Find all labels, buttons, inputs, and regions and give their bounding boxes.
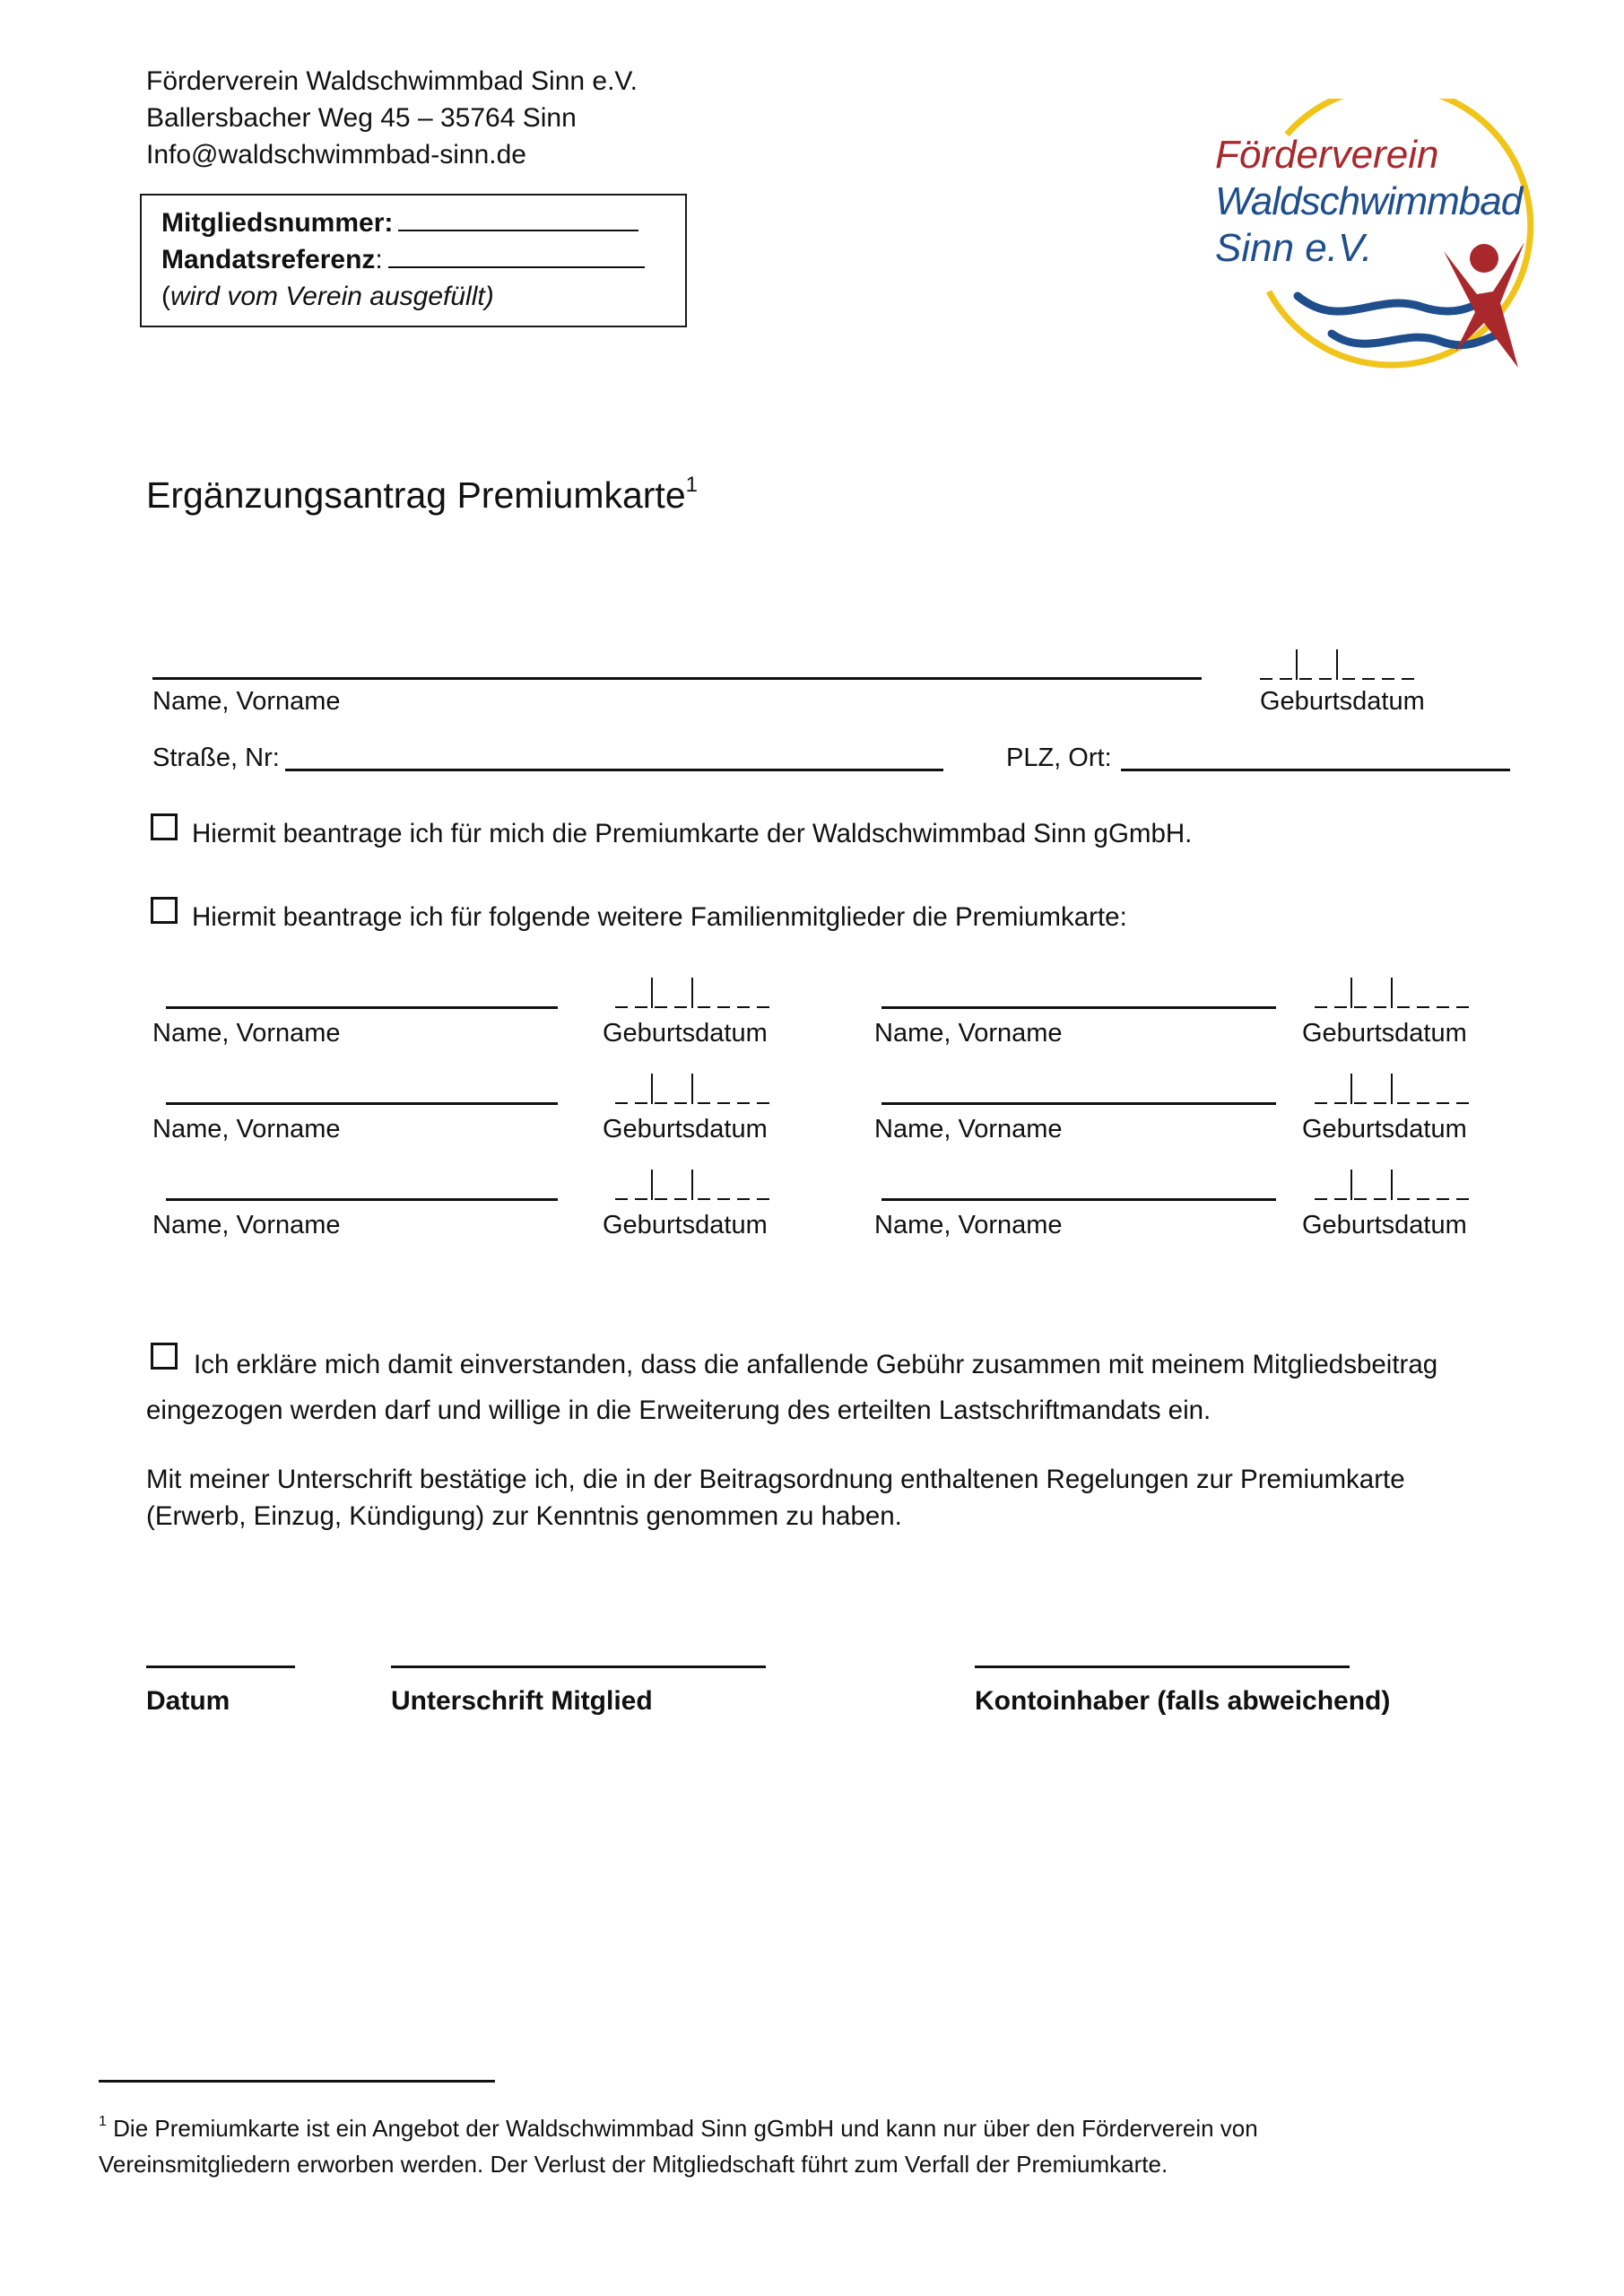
date-digit-slot: [674, 1102, 687, 1104]
date-digit-slot: [698, 1198, 710, 1200]
date-digit-slot: [1315, 1102, 1327, 1104]
street-label: Straße, Nr:: [152, 744, 280, 772]
page-title-text: Ergänzungsantrag Premiumkarte: [146, 474, 686, 516]
date-digit-slot: [757, 1102, 769, 1104]
date-separator: [651, 978, 653, 1008]
date-digit-slot: [655, 1102, 667, 1104]
date-digit-slot: [1456, 1102, 1469, 1104]
family-member-birthdate-field[interactable]: [615, 970, 826, 1008]
street-field[interactable]: [285, 769, 943, 771]
date-separator: [691, 1170, 693, 1200]
consent-text-line2: eingezogen werden darf und willige in die Erweiterung des erteilten Lastschriftmandats ein.: [146, 1396, 1211, 1425]
family-member-birthdate-field[interactable]: [1315, 970, 1525, 1008]
date-digit-slot: [635, 1102, 647, 1104]
date-separator: [691, 978, 693, 1008]
family-member-name-field[interactable]: [166, 1006, 558, 1009]
family-option-label: Hiermit beantrage ich für folgende weitere Familienmitglieder die Premiumkarte:: [192, 902, 1127, 932]
footnote-text-line1: Die Premiumkarte ist ein Angebot der Waldschwimmbad Sinn gGmbH und kann nur über den Förderverein von: [113, 2115, 1258, 2142]
date-digit-slot: [1437, 1198, 1449, 1200]
family-member-name-label: Name, Vorname: [874, 1211, 1063, 1239]
date-separator: [1336, 649, 1338, 680]
family-member-name-label: Name, Vorname: [874, 1115, 1063, 1144]
date-separator: [651, 1074, 653, 1104]
date-digit-slot: [1437, 1006, 1449, 1008]
office-note-paren: (: [161, 282, 170, 311]
date-digit-slot: [1354, 1006, 1367, 1008]
date-digit-slot: [1260, 678, 1272, 680]
date-digit-slot: [717, 1102, 730, 1104]
footnote-separator: [99, 2080, 495, 2083]
date-separator: [1350, 1074, 1352, 1104]
footnote-marker: 1: [99, 2114, 107, 2129]
date-digit-slot: [1334, 1006, 1347, 1008]
page-title: [146, 473, 698, 517]
date-digit-slot: [1362, 678, 1375, 680]
zip-city-field[interactable]: [1121, 769, 1510, 771]
date-digit-slot: [615, 1102, 628, 1104]
family-member-name-label: Name, Vorname: [152, 1115, 341, 1144]
family-member-birthdate-field[interactable]: [1315, 1162, 1525, 1200]
family-member-name-field[interactable]: [166, 1198, 558, 1201]
mandate-reference-label: Mandatsreferenz: [161, 245, 376, 274]
logo: [1215, 99, 1556, 404]
date-digit-slot: [674, 1006, 687, 1008]
member-number-field[interactable]: [398, 208, 638, 231]
family-member-birthdate-field[interactable]: [615, 1066, 826, 1104]
date-digit-slot: [1397, 1102, 1410, 1104]
date-digit-slot: [1417, 1102, 1429, 1104]
date-digit-slot: [737, 1198, 750, 1200]
org-email: Info@waldschwimmbad-sinn.de: [146, 140, 526, 170]
family-member-birthdate-label: Geburtsdatum: [603, 1211, 768, 1239]
family-member-name-field[interactable]: [881, 1006, 1276, 1009]
date-digit-slot: [717, 1198, 730, 1200]
date-digit-slot: [1382, 678, 1394, 680]
family-member-name-field[interactable]: [166, 1102, 558, 1105]
date-digit-slot: [1374, 1006, 1386, 1008]
date-digit-slot: [698, 1006, 710, 1008]
family-member-name-label: Name, Vorname: [152, 1019, 341, 1048]
date-digit-slot: [757, 1006, 769, 1008]
footnote-ref: 1: [685, 473, 698, 497]
date-digit-slot: [698, 1102, 710, 1104]
member-signature-field[interactable]: [391, 1665, 766, 1668]
date-digit-slot: [1319, 678, 1332, 680]
family-member-birthdate-label: Geburtsdatum: [603, 1019, 768, 1048]
date-digit-slot: [635, 1006, 647, 1008]
family-member-birthdate-label: Geburtsdatum: [1302, 1211, 1467, 1239]
date-digit-slot: [1334, 1198, 1347, 1200]
date-digit-slot: [1315, 1006, 1327, 1008]
member-number-row: [161, 208, 638, 239]
account-holder-signature-field[interactable]: [975, 1665, 1350, 1668]
date-digit-slot: [1280, 678, 1292, 680]
family-member-name-label: Name, Vorname: [152, 1211, 341, 1239]
logo-text-line2: Waldschwimmbad: [1215, 179, 1523, 223]
logo-figure-head: [1470, 244, 1498, 273]
date-separator: [651, 1170, 653, 1200]
date-digit-slot: [1437, 1102, 1449, 1104]
date-digit-slot: [1315, 1198, 1327, 1200]
date-digit-slot: [737, 1102, 750, 1104]
date-digit-slot: [1374, 1198, 1386, 1200]
mandate-colon: :: [375, 245, 383, 274]
date-label: Datum: [146, 1686, 230, 1716]
applicant-birthdate-field[interactable]: [1260, 642, 1471, 680]
applicant-birthdate-label: Geburtsdatum: [1260, 687, 1425, 716]
date-separator: [1391, 978, 1393, 1008]
date-digit-slot: [1374, 1102, 1386, 1104]
applicant-name-field[interactable]: [152, 677, 1202, 680]
footnote-text-line2: Vereinsmitgliedern erworben werden. Der Verlust der Mitgliedschaft führt zum Verfall der Premiumkarte.: [99, 2151, 1168, 2178]
date-digit-slot: [717, 1006, 730, 1008]
date-digit-slot: [1417, 1198, 1429, 1200]
applicant-name-label: Name, Vorname: [152, 687, 341, 716]
self-checkbox[interactable]: [151, 813, 178, 840]
date-digit-slot: [1397, 1006, 1410, 1008]
mandate-reference-row: [161, 245, 645, 275]
date-digit-slot: [1354, 1198, 1367, 1200]
family-checkbox[interactable]: [151, 897, 178, 924]
date-digit-slot: [1397, 1198, 1410, 1200]
consent-text-line1: Ich erkläre mich damit einverstanden, dass die anfallende Gebühr zusammen mit meinem Mitgliedsbeitrag: [194, 1350, 1438, 1379]
date-digit-slot: [1299, 678, 1312, 680]
date-separator: [691, 1074, 693, 1104]
date-digit-slot: [737, 1006, 750, 1008]
member-number-label: Mitgliedsnummer:: [161, 208, 394, 238]
office-note-text: wird vom Verein ausgefüllt): [170, 282, 494, 311]
confirmation-text-line2: (Erwerb, Einzug, Kündigung) zur Kenntnis genommen zu haben.: [146, 1501, 902, 1531]
office-note: [161, 282, 494, 312]
family-member-birthdate-label: Geburtsdatum: [1302, 1019, 1467, 1048]
footnote-line1: [99, 2114, 1258, 2143]
logo-wave-1: [1298, 296, 1493, 311]
date-separator: [1350, 1170, 1352, 1200]
date-separator: [1296, 649, 1298, 680]
office-use-box: [140, 194, 687, 327]
account-holder-label: Kontoinhaber (falls abweichend): [975, 1686, 1391, 1716]
date-digit-slot: [615, 1006, 628, 1008]
consent-checkbox[interactable]: [151, 1343, 178, 1370]
date-digit-slot: [1456, 1006, 1469, 1008]
mandate-reference-field[interactable]: [388, 245, 645, 268]
date-digit-slot: [757, 1198, 769, 1200]
date-digit-slot: [1334, 1102, 1347, 1104]
date-digit-slot: [1456, 1198, 1469, 1200]
date-digit-slot: [1354, 1102, 1367, 1104]
family-member-name-field[interactable]: [881, 1198, 1276, 1201]
family-member-birthdate-label: Geburtsdatum: [603, 1115, 768, 1144]
zip-city-label: PLZ, Ort:: [1006, 744, 1112, 772]
date-signature-field[interactable]: [146, 1665, 295, 1668]
family-member-name-field[interactable]: [881, 1102, 1276, 1105]
self-option-label: Hiermit beantrage ich für mich die Premiumkarte der Waldschwimmbad Sinn gGmbH.: [192, 819, 1193, 848]
confirmation-text-line1: Mit meiner Unterschrift bestätige ich, die in der Beitragsordnung enthaltenen Regelungen zur Premiumkarte: [146, 1465, 1405, 1494]
date-digit-slot: [1417, 1006, 1429, 1008]
date-digit-slot: [655, 1006, 667, 1008]
date-separator: [1391, 1074, 1393, 1104]
family-member-birthdate-label: Geburtsdatum: [1302, 1115, 1467, 1144]
family-member-birthdate-field[interactable]: [1315, 1066, 1525, 1104]
org-address: Ballersbacher Weg 45 – 35764 Sinn: [146, 103, 577, 133]
date-digit-slot: [1342, 678, 1355, 680]
date-digit-slot: [1402, 678, 1414, 680]
family-member-birthdate-field[interactable]: [615, 1162, 826, 1200]
date-digit-slot: [615, 1198, 628, 1200]
logo-text-line1: Förderverein: [1215, 133, 1439, 177]
date-digit-slot: [674, 1198, 687, 1200]
date-digit-slot: [655, 1198, 667, 1200]
member-signature-label: Unterschrift Mitglied: [391, 1686, 653, 1716]
family-member-name-label: Name, Vorname: [874, 1019, 1063, 1048]
date-digit-slot: [635, 1198, 647, 1200]
org-name: Förderverein Waldschwimmbad Sinn e.V.: [146, 66, 638, 96]
date-separator: [1391, 1170, 1393, 1200]
date-separator: [1350, 978, 1352, 1008]
logo-text-line3: Sinn e.V.: [1215, 226, 1373, 270]
